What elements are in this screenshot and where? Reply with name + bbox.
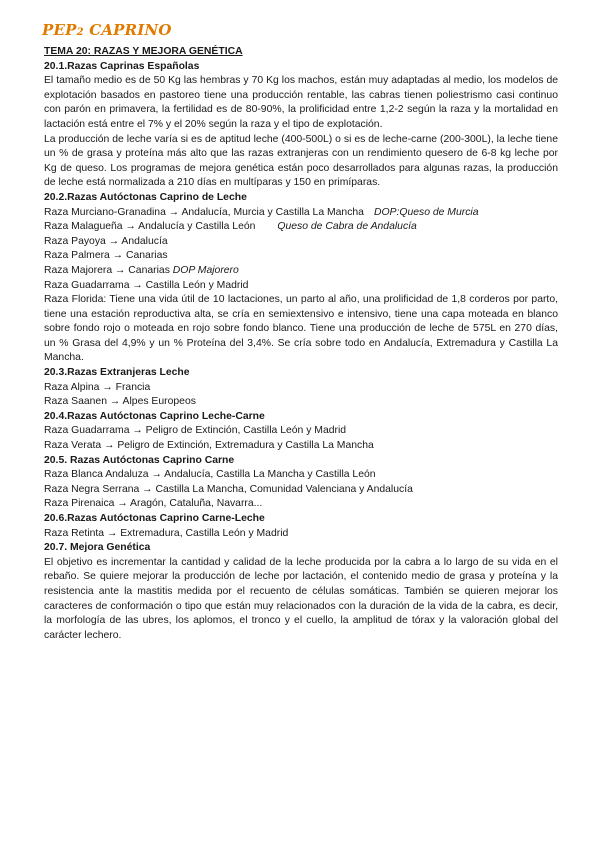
list-item: Raza Pirenaica → Aragón, Cataluña, Navarra... bbox=[44, 498, 263, 510]
list-item: Raza Guadarrama → Peligro de Extinción, Castilla León y Madrid bbox=[44, 425, 347, 437]
paragraph-20-1-a: El tamaño medio es de 50 Kg las hembras y 70 Kg los machos, están muy adaptadas al medio, los modelos de explotación basados en pastoreo tiene una producción rentable, las cabras tienen poliestrismo casi continuo con parón en primavera, la fertilidad es de 80-90%, la prolificidad entre 1,2-2 según la raza y la mortalidad en lactación está entre el 7% y el 20% según la raza y el tipo de explotación. bbox=[44, 75, 558, 130]
section-heading-20-2: 20.2.Razas Autóctonas Caprino de Leche bbox=[44, 191, 247, 203]
paragraph-20-1-b: La producción de leche varía si es de aptitud leche (400-500L) o si es de leche-carne (200-300L), la leche tiene un % de grasa y proteína más alto que las razas extranjeras con un rendimiento quesero de 6-8 kg leche por Kg de queso. Los programas de mejora genética están poco desarrollados para algunas razas, la producción de leche está normalizada a 210 días en multíparas y 150 en primíparas. bbox=[44, 133, 558, 189]
logo-text: PEP bbox=[42, 21, 77, 39]
list-item: Raza Guadarrama → Castilla León y Madrid bbox=[44, 279, 249, 291]
list-item: Raza Majorera → Canarias DOP Majorero bbox=[44, 264, 239, 276]
list-item: Raza Palmera → Canarias bbox=[44, 250, 168, 262]
document-page bbox=[44, 20, 558, 643]
dop-note: Queso de Cabra de Andalucía bbox=[277, 221, 417, 233]
list-item: Raza Negra Serrana → Castilla La Mancha, Comunidad Valenciana y Andalucía bbox=[44, 483, 413, 495]
section-heading-20-1: 20.1.Razas Caprinas Españolas bbox=[44, 60, 200, 72]
section-heading-20-5: 20.5. Razas Autóctonas Caprino Carne bbox=[44, 454, 235, 466]
logo-subscript: 2 bbox=[76, 27, 84, 38]
paragraph-20-7: El objetivo es incrementar la cantidad y calidad de la leche producida por la cabra a lo largo de su vida en el rebaño. Se quiere mejorar la producción de leche por lactación, el contenido medio de grasa y proteína y la resistencia ante la mastitis medida por el recuento de células somáticas. También se quieren mejorar los caracteres de conformación o tipo que están muy relacionados con la duración de la vida de la cabra, es decir, la morfología de las ubres, los aplomos, el tronco y el cuello, la amplitud de tórax y la valoración global del carácter lechero. bbox=[44, 556, 558, 641]
logo-suffix: CAPRINO bbox=[83, 21, 172, 39]
list-item: Raza Alpina → Francia bbox=[44, 381, 151, 393]
page-title: TEMA 20: RAZAS Y MEJORA GENÉTICA bbox=[44, 46, 243, 57]
dop-note: DOP Majorero bbox=[172, 264, 239, 276]
dop-note: DOP:Queso de Murcia bbox=[373, 206, 479, 218]
list-item: Raza Malagueña → Andalucía y Castilla León Queso de Cabra de Andalucía bbox=[44, 221, 417, 233]
list-item: Raza Murciano-Granadina → Andalucía, Murcia y Castilla La Mancha DOP:Queso de Murcia bbox=[44, 206, 479, 218]
paragraph-florida: Raza Florida: Tiene una vida útil de 10 lactaciones, un parto al año, una prolificidad de 1,8 corderos por parto, tiene una estación reproductiva alta, se cría en semiextensivo e intensivo, tiene una capa moteada en blanco sobre fondo rojo o moteada en rojo sobre fondo blanco. Tiene una producción de leche de 575L en 270 días, un % Grasa del 4,9% y un % Proteína del 3,4%. Se cría sobre todo en Andalucía, Extremadura y Castilla La Mancha. bbox=[44, 294, 558, 364]
section-heading-20-7: 20.7. Mejora Genética bbox=[44, 542, 151, 554]
section-heading-20-4: 20.4.Razas Autóctonas Caprino Leche-Carne bbox=[44, 410, 265, 422]
list-item: Raza Retinta → Extremadura, Castilla León y Madrid bbox=[44, 527, 289, 539]
section-heading-20-6: 20.6.Razas Autóctonas Caprino Carne-Leche bbox=[44, 513, 265, 524]
list-item: Raza Verata → Peligro de Extinción, Extremadura y Castilla La Mancha bbox=[44, 440, 374, 452]
list-item: Raza Blanca Andaluza → Andalucía, Castilla La Mancha y Castilla León bbox=[44, 469, 376, 481]
header-logo bbox=[42, 20, 558, 43]
list-item: Raza Payoya → Andalucía bbox=[44, 235, 168, 247]
section-heading-20-3: 20.3.Razas Extranjeras Leche bbox=[44, 367, 190, 379]
list-item: Raza Saanen → Alpes Europeos bbox=[44, 396, 196, 408]
